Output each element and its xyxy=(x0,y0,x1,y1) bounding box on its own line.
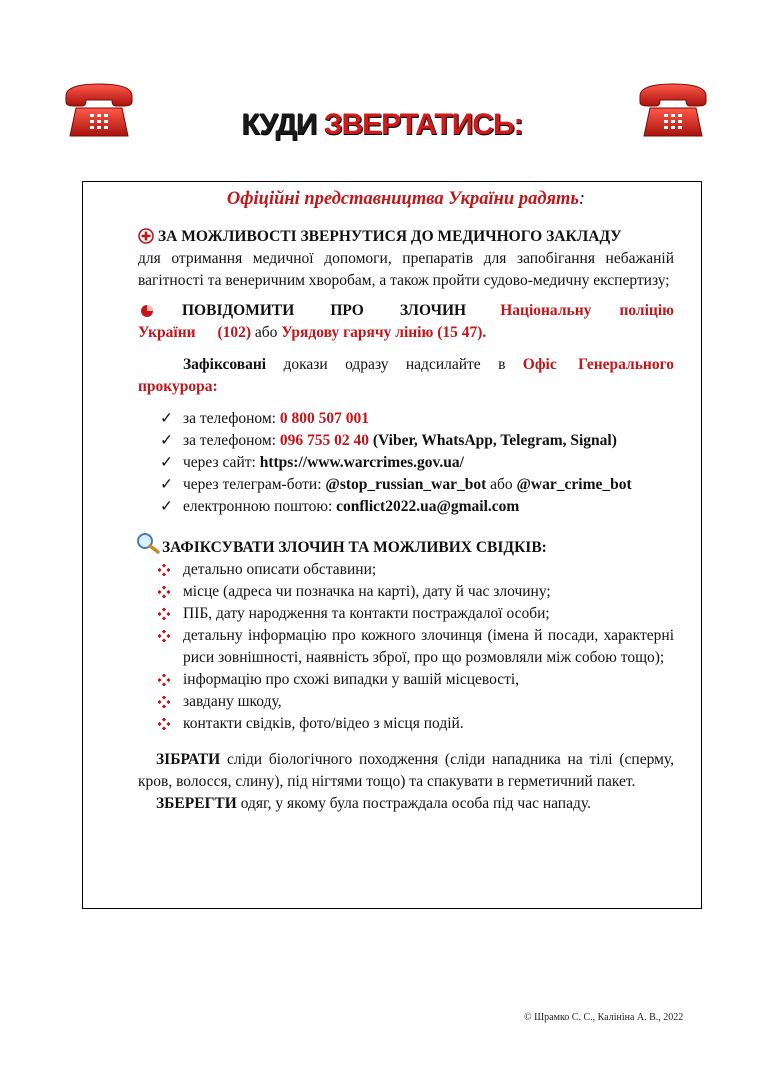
list-item: місце (адреса чи позначка на карті), дату й час злочину; xyxy=(138,581,674,603)
list-item: контакти свідків, фото/відео з місця подій. xyxy=(138,713,674,735)
check-icon: ✓ xyxy=(160,498,173,515)
diamond-bullet-icon xyxy=(158,630,170,642)
pie-icon xyxy=(140,304,154,318)
list-item: детальну інформацію про кожного злочинця (імена й посади, характерні риси зовнішності, наявність зброї, про що розмовляли між собою тощо); xyxy=(138,625,674,669)
section-record xyxy=(138,532,674,559)
list-item: завдану шкоду, xyxy=(138,691,674,713)
page-title xyxy=(0,108,764,142)
list-item: ✓ електронною поштою: conflict2022.ua@gmail.com xyxy=(138,496,674,518)
telegram-bot-link[interactable]: @stop_russian_war_bot xyxy=(325,476,487,493)
list-item: ✓ через телеграм-боти: @stop_russian_war_bot або @war_crime_bot xyxy=(138,474,674,496)
list-item: ✓ через сайт: https://www.warcrimes.gov.ua/ xyxy=(138,452,674,474)
section-keep xyxy=(138,793,674,815)
section2-heading: ПОВІДОМИТИ ПРО ЗЛОЧИН xyxy=(182,302,467,319)
copyright: © Шрамко С. С., Калініна А. В., 2022 xyxy=(524,1012,684,1023)
magnifier-icon xyxy=(136,532,160,554)
section1-heading: ЗА МОЖЛИВОСТІ ЗВЕРНУТИСЯ ДО МЕДИЧНОГО ЗАКЛАДУ xyxy=(158,228,622,245)
diamond-bullet-icon xyxy=(158,718,170,730)
title-part2: ЗВЕРТАТИСЬ: xyxy=(323,108,523,141)
prosecutor-office: Офіс Генерального прокурора: xyxy=(138,356,674,395)
diamond-bullet-icon xyxy=(158,608,170,620)
list-item: інформацію про схожі випадки у вашій місцевості, xyxy=(138,669,674,691)
check-icon: ✓ xyxy=(160,476,173,493)
section2-conj: або xyxy=(251,324,282,341)
section4-heading: ЗАФІКСУВАТИ ЗЛОЧИН ТА МОЖЛИВИХ СВІДКІВ: xyxy=(162,539,547,556)
police-link: Національну поліцію України (102) xyxy=(138,302,675,341)
diamond-bullet-icon xyxy=(158,564,170,576)
phone-number[interactable]: 0 800 507 001 xyxy=(279,410,369,427)
section-collect xyxy=(138,749,674,793)
section5-bold: ЗІБРАТИ xyxy=(156,751,221,768)
section-evidence xyxy=(138,354,674,398)
contact-list xyxy=(138,408,674,518)
section3-text: докази одразу надсилайте в xyxy=(266,356,523,373)
subtitle-text: Офіційні представництва України радять xyxy=(226,189,579,209)
list-item: ✓ за телефоном: 096 755 02 40 (Viber, WhatsApp, Telegram, Signal) xyxy=(138,430,674,452)
email-link[interactable]: conflict2022.ua@gmail.com xyxy=(336,498,520,515)
messengers: (Viber, WhatsApp, Telegram, Signal) xyxy=(369,432,617,449)
subtitle-colon: : xyxy=(578,189,586,209)
diamond-bullet-icon xyxy=(158,696,170,708)
check-icon: ✓ xyxy=(160,454,173,471)
telegram-bot-link[interactable]: @war_crime_bot xyxy=(516,476,632,493)
section-report xyxy=(138,300,674,344)
check-icon: ✓ xyxy=(160,410,173,427)
section-medical xyxy=(138,226,674,292)
section5-text: сліди біологічного походження (сліди нападника на тілі (сперму, кров, волосся, слину), під нігтями тощо) та спакувати в герметичний пакет. xyxy=(138,751,674,790)
list-item: детально описати обставини; xyxy=(138,559,674,581)
section2-end: . xyxy=(482,324,487,341)
record-list xyxy=(138,559,674,735)
info-content xyxy=(138,182,674,815)
title-part1: КУДИ xyxy=(241,108,324,141)
hotline-link: Урядову гарячу лінію (15 47) xyxy=(281,324,483,341)
website-link[interactable]: https://www.warcrimes.gov.ua/ xyxy=(259,454,464,471)
section6-bold: ЗБЕРЕГТИ xyxy=(156,795,237,812)
list-item: ПІБ, дату народження та контакти постраждалої особи; xyxy=(138,603,674,625)
phone-number[interactable]: 096 755 02 40 xyxy=(279,432,369,449)
check-icon: ✓ xyxy=(160,432,173,449)
section1-body: для отримання медичної допомоги, препаратів для запобігання небажаній вагітності та венеричним хворобам, а також пройти судово-медичну експертизу; xyxy=(138,250,674,289)
list-item: ✓ за телефоном: 0 800 507 001 xyxy=(138,408,674,430)
diamond-bullet-icon xyxy=(158,586,170,598)
diamond-bullet-icon xyxy=(158,674,170,686)
section6-text: одяг, у якому була постраждала особа під час нападу. xyxy=(236,795,591,812)
subtitle xyxy=(138,188,674,210)
section3-bold: Зафіксовані xyxy=(183,356,267,373)
info-box xyxy=(82,181,702,909)
medical-cross-icon xyxy=(138,228,154,244)
